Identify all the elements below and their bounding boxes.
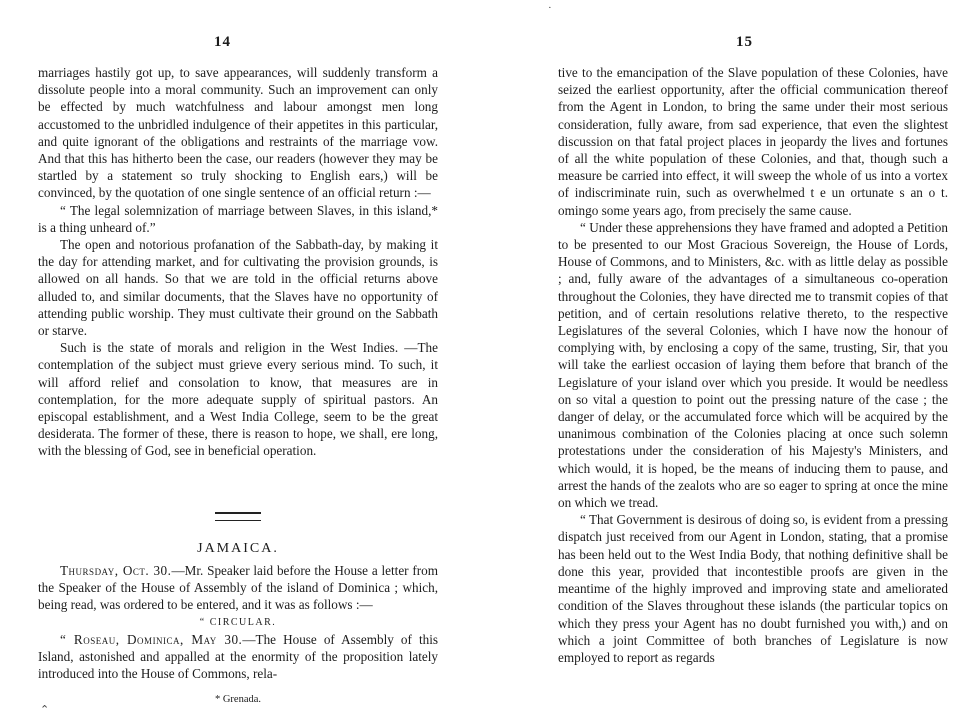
paragraph: marriages hastily got up, to save appearances, will suddenly transform a dissolute people into a moral community. Such an improvement can only be effected by much watchfulness and labour amongst men long accustomed to the unbridled indulgence of their appetites in this particular, and quite ignorant of the obligations and restraints of the marriage vow. And that this has hitherto been the case, our readers (however they may be startled by a statement so truly shocking to English ears,) will be convinced, by the quotation of one single sentence of an official return :— [38,65,438,201]
paragraph: “ Under these apprehensions they have framed and adopted a Petition to be presented to our Most Gracious Sovereign, the House of Lords, House of Commons, and to Ministers, &c. with as little delay as possible ; and, fully aware of the advantages of a simultaneous co-operation throughout the Colonies, they have directed me to transmit copies of that petition, and of certain resolutions relative thereto, to the respective Legislatures of the several Colonies, which I have now the honour of complying with, by enclosing a copy of the same, trusting, Sir, that you will take the earliest occasion of laying them before that branch of the Legislature of your island over which you preside. It would be needless on so vital a question to point out the pressing nature of the case ; the danger of delay, or the accumulated force which will be acquired by the unanimous combination of the Colonies placing at once such solemn protestations under the consideration of his Majesty's Ministers, and which would, it is hoped, be the means of inducing them to pause, and arrest the hands of the zealots who are so eager to spring at once the mine on which we tread. [558,219,948,511]
right-page-body [558,64,948,666]
left-page-body [38,64,438,460]
circular-label: “ CIRCULAR. [199,616,277,628]
place-lead: “ Roseau, Dominica, May 30. [60,631,243,647]
quoted-return: “ The legal solemnization of marriage between Slaves, in this island,* is a thing unheard of.” [38,202,438,235]
paragraph [38,631,438,683]
paragraph: Such is the state of morals and religion in the West Indies. —The contemplation of the subject must grieve every serious mind. To such, it will afford relief and consolation to know, that measures are in contemplation, for the more adequate supply of spiritual pastors. An episcopal establishment, and a West India College, seem to be the great desiderata. The former of these, there is reason to hope, we shall, ere long, with the blessing of God, see in beneficial operation. [38,340,438,459]
paragraph: “ That Government is desirous of doing so, is evident from a pressing dispatch just received from our Agent in London, stating, that a promise has been held out to the West India Body, that nothing definitive shall be done this year, provided that incontestible proofs are given in the meantime of the highly improved and improving state and ameliorated condition of the Slaves throughout these islands (the particular topics on which they press your Agent has no doubt furnished you with,) and on which a joint Committee of both branches of Legislature is now employed to report as regards [558,512,948,665]
page-number-right: 15 [736,34,753,50]
paragraph-text: —Mr. Speaker laid before the House a letter from the Speaker of the House of Assembly of the island of Dominica ; which, being read, was ordered to be entered, and it was as follows :— [38,563,438,613]
date-lead: Thursday, Oct. 30. [60,563,172,578]
section-divider [215,512,261,521]
footnote: * Grenada. [214,694,262,705]
paragraph: The open and notorious profanation of the Sabbath-day, by making it the day for attending market, and for cultivating the provision grounds, is allowed on all hands. So that we are told in the official returns above alluded to, and similar documents, that the Slaves have no opportunity of attending public worship. They must cultivate their ground on the Sabbath or starve. [38,237,438,339]
edge-mark: ⌃ [40,704,50,716]
right-page [558,0,948,723]
edge-mark: · [548,2,552,14]
paragraph [38,562,438,614]
left-page-lower-body [38,562,438,682]
section-heading: JAMAICA. [197,541,279,556]
left-page [38,0,438,723]
paragraph: tive to the emancipation of the Slave population of these Colonies, have seized the earliest opportunity, after the official communication thereof from the Agent in London, to bring the same under their most serious consideration, fully aware, from sad experience, that even the slightest discussion on that fatal project places in jeopardy the lives and fortunes of all the white population of these Colonies, and that, though such a measure be carried into effect, it will sweep the whole of us into a vortex of indiscriminate ruin, such as overwhelmed t e un ortunate s an o t. omingo some years ago, from precisely the same cause. [558,65,948,218]
paragraph-text: —The House of Assembly of this Island, astonished and appalled at the enormity of the proposition lately introduced into the House of Commons, rela- [38,631,439,682]
page-number-left: 14 [214,34,231,50]
